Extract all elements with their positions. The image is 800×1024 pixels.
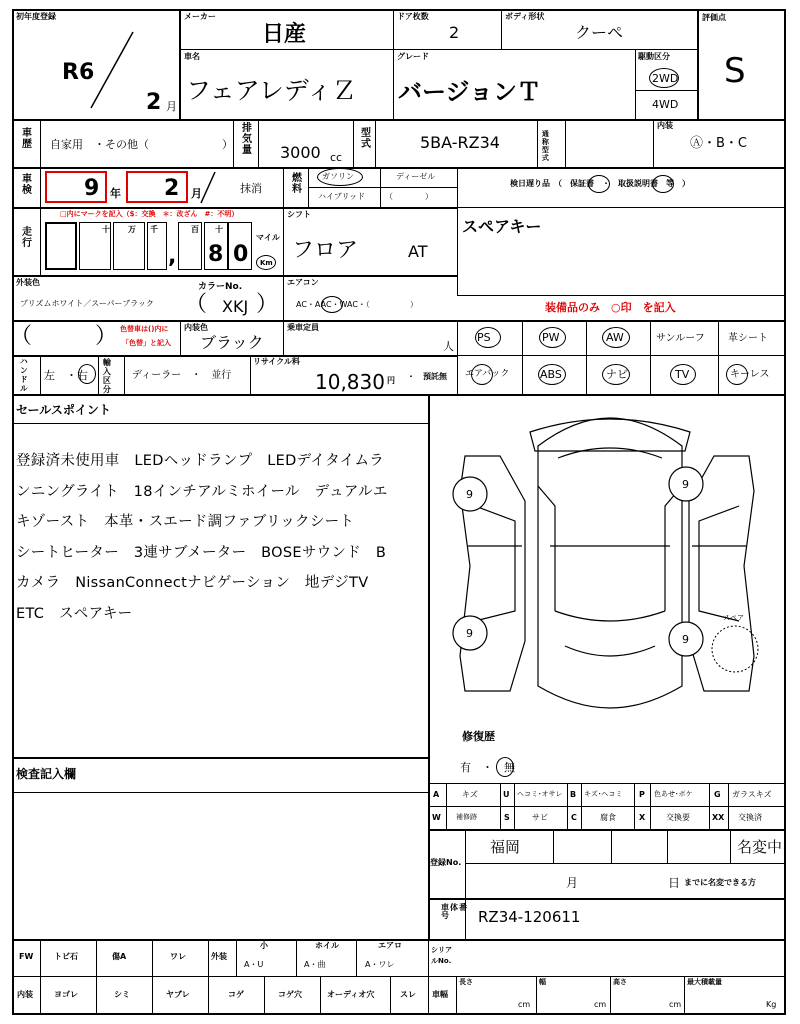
grade-score-value: S	[724, 51, 746, 91]
recycle-label: リサイクル料	[253, 357, 300, 366]
sales-line: キゾースト 本革・スエード調ファブリックシート	[16, 514, 355, 530]
first-reg-month-unit: 月	[166, 100, 177, 113]
maker-value: 日産	[262, 22, 307, 47]
mileage-digit-1: 8	[208, 242, 224, 267]
inspection-notes-label: 検査記入欄	[16, 767, 77, 781]
fuel-gasoline: ガソリン	[322, 172, 354, 181]
dims-length-cm: cm	[518, 1000, 531, 1009]
registration-deadline: までに名変できる方	[684, 878, 756, 887]
drive-4wd: 4WD	[652, 98, 679, 111]
tire-rr: 9	[682, 633, 689, 646]
int-item-stain: シミ	[114, 990, 130, 999]
capacity-unit: 人	[443, 340, 454, 353]
sales-text	[16, 446, 426, 629]
inspection-year-unit: 年	[110, 187, 121, 200]
repair-label: 修復歴	[462, 730, 495, 743]
color-change-note-2: 「色替」と記入	[122, 339, 171, 347]
dims-kg: Kg	[766, 1000, 777, 1009]
fuel-gasoline-circle	[317, 168, 363, 186]
mileage-note: □内にマークを記入（$：交換 ＊：改ざん #：不明）	[60, 210, 239, 218]
common-type-label: 通称型式	[541, 130, 550, 162]
ac-label: エアコン	[287, 278, 319, 287]
mileage-unit-10: 十	[102, 225, 110, 234]
int-item-tear: ヤブレ	[166, 990, 190, 999]
doors-label: ドア枚数	[397, 12, 429, 21]
repair-options: 有 ・ 無	[460, 761, 515, 774]
fw-label: FW	[19, 952, 34, 961]
inspection-cancel: 抹消	[240, 182, 262, 195]
drive-2wd: 2WD	[652, 72, 679, 85]
mileage-km-circle	[256, 255, 276, 270]
mileage-unit-10000: 万	[128, 225, 136, 234]
equip-abs: ABS	[522, 355, 586, 394]
reg-slash	[85, 30, 145, 110]
mileage-unit-10b: 十	[215, 225, 223, 234]
chassis-value: RZ34-120611	[478, 908, 581, 926]
tire-fr: 9	[682, 478, 689, 491]
equip-keyless: キーレス	[718, 355, 786, 394]
dims-length-label: 長さ	[459, 978, 473, 986]
color-change-note-1: 色替車は()内に	[120, 325, 169, 333]
equip-ps: PS	[457, 320, 522, 355]
displacement-cc: cc	[330, 151, 343, 164]
fw-small-label: 小	[260, 941, 268, 950]
mileage-digit-2: 0	[233, 242, 249, 267]
model-value: フェアレディＺ	[186, 76, 357, 105]
fuel-paren: （ ）	[385, 192, 433, 201]
sales-line: 登録済未使用車 LEDヘッドランプ LEDデイタイムラ	[16, 453, 385, 469]
fuel-hybrid: ハイブリッド	[318, 192, 366, 201]
registration-month-unit: 月	[566, 876, 579, 890]
fw-small-opts: A・U	[244, 960, 264, 969]
sales-line: ンニングライト 18インチアルミホイール デュアルエ	[16, 483, 388, 500]
inspection-month-unit: 月	[191, 187, 202, 200]
int-damage-label: 内装	[17, 990, 33, 999]
color-no-open: （	[185, 292, 208, 317]
dims-max-load-label: 最大積載量	[687, 978, 722, 986]
history-close: ）	[222, 138, 233, 151]
import-options: ディーラー ・ 並行	[132, 370, 232, 381]
mileage-unit-1000: 千	[150, 225, 158, 234]
handle-options: 左 ・右	[44, 369, 88, 382]
serial-label: シリアルNo.	[431, 946, 452, 965]
fuel-diesel: ディーゼル	[396, 172, 436, 181]
dims-width-cm: cm	[594, 1000, 607, 1009]
dims-width-label: 幅	[539, 978, 546, 986]
displacement-label: 排気量	[239, 122, 251, 155]
color-no-close: ）	[256, 292, 279, 317]
sales-label: セールスポイント	[16, 403, 111, 417]
color-change-open: （	[10, 324, 33, 349]
color-no-value: XKJ	[222, 297, 249, 316]
equip-pw: PW	[522, 320, 586, 355]
inspection-month: 2	[164, 176, 180, 201]
inspection-slash	[198, 170, 218, 205]
fw-wheel-label: ホイル	[315, 941, 339, 950]
int-item-burn: コゲ	[228, 990, 244, 999]
tire-fl: 9	[466, 488, 473, 501]
int-item-burn-hole: コゲ穴	[278, 990, 302, 999]
handle-label: ハンドル	[19, 357, 29, 393]
damage-legend: A キズ U ヘコミ･オサレ B キズ･ヘコミ P 色あせ･ボケ G ガラスキズ W 補修跡 S サビ C 腐食 X 交換要 XX 交換済	[428, 783, 786, 829]
fw-item-scratch: 傷A	[112, 952, 127, 961]
sales-line: ETC スペアキー	[16, 605, 133, 622]
import-label: 輸入区分	[102, 358, 112, 394]
fw-item-stone: トビ石	[54, 952, 78, 961]
capacity-label: 乗車定員	[287, 323, 319, 332]
interior-options: Ⓐ・B・C	[690, 136, 747, 151]
int-item-wear: スレ	[400, 990, 416, 999]
type-label: 型式	[358, 127, 370, 149]
first-reg-label: 初年度登録	[16, 12, 56, 21]
doors-value: 2	[449, 23, 460, 42]
recycle-yen: 円	[387, 376, 395, 385]
maker-label: メーカー	[184, 12, 216, 21]
shift-label: シフト	[287, 210, 311, 219]
history-label: 車歴	[19, 127, 31, 149]
fw-item-crack: ワレ	[170, 952, 186, 961]
displacement-value: 3000	[280, 143, 321, 162]
equip-leather: 革シート	[728, 333, 768, 344]
grade-value: バージョンＴ	[398, 78, 542, 106]
transmission-value: AT	[408, 242, 428, 261]
inspection-year: 9	[84, 176, 100, 201]
car-diagram	[430, 396, 784, 716]
drive-label: 駆動区分	[638, 52, 670, 61]
fuel-label: 燃料	[289, 172, 301, 194]
equip-navi: ナビ	[586, 355, 650, 394]
recycle-value: 10,830	[315, 370, 385, 394]
mileage-label: 走行	[19, 226, 31, 248]
recycle-deposit: ・ 預託無	[407, 372, 447, 381]
body-value: クーペ	[575, 23, 624, 42]
notes-spare-key: スペアキー	[462, 217, 542, 236]
documents-guarantee-circle	[588, 175, 610, 193]
dims-height-cm: cm	[669, 1000, 682, 1009]
tire-rl: 9	[466, 627, 473, 640]
equipment-title: 装備品のみ ○印 を記入	[545, 301, 676, 314]
mileage-mile-label: マイル	[256, 233, 280, 242]
equip-airbag: エアバック	[457, 355, 522, 394]
grade-label: グレード	[397, 52, 429, 61]
interior-label: 内装	[657, 121, 673, 130]
registration-name-change: 名変中	[737, 838, 783, 856]
equip-sunroof: サンルーフ	[656, 333, 705, 344]
ext-color-label: 外装色	[16, 278, 40, 287]
ac-options: AC・AAC・WAC・（ ）	[296, 300, 418, 309]
sales-line: シートヒーター 3連サブメーター BOSEサウンド B	[16, 544, 387, 561]
body-label: ボディ形状	[505, 12, 545, 21]
registration-place: 福岡	[490, 838, 521, 856]
first-reg-month: 2	[146, 90, 162, 115]
registration-label: 登録No.	[430, 858, 462, 867]
tire-marks	[453, 467, 758, 672]
color-change-close: ）	[95, 324, 118, 349]
inspection-label: 車検	[19, 173, 31, 195]
mileage-km: Km	[260, 259, 273, 267]
fw-aero-label: エアロ	[378, 941, 402, 950]
dims-label: 車幅	[432, 990, 448, 999]
equip-tv: TV	[650, 355, 718, 394]
ac-aac-circle	[321, 296, 343, 313]
fw-wheel-opts: A・曲	[304, 960, 326, 969]
handle-right-circle	[78, 364, 96, 384]
mileage-unit-100: 百	[191, 225, 199, 234]
int-color-value: ブラック	[200, 333, 264, 352]
fw-aero-opts: A・ワレ	[365, 960, 395, 969]
color-no-label: カラーNo.	[198, 282, 243, 292]
int-item-dirt: ヨゴレ	[54, 990, 78, 999]
model-label: 車名	[184, 52, 200, 61]
history-text: 自家用 ・その他（	[50, 138, 149, 151]
fw-ext-label: 外装	[211, 952, 227, 961]
chassis-label: 車体番号	[441, 903, 468, 921]
sales-line: カメラ NissanConnectナビゲーション 地デジTV	[16, 575, 369, 591]
equip-aw: AW	[586, 320, 650, 355]
mileage-box-1	[45, 222, 77, 270]
dims-height-label: 高さ	[613, 978, 627, 986]
spare-label: スペア	[723, 614, 744, 622]
documents-manual-circle	[652, 175, 674, 193]
mileage-comma: ,	[168, 244, 177, 269]
drive-2wd-circle	[649, 68, 679, 88]
documents-line: 検日遅り品 （ 保証書 ・ 取扱説明書 等 ）	[510, 179, 690, 188]
shift-value: フロア	[292, 238, 359, 263]
grade-score-label: 評価点	[702, 13, 726, 22]
int-item-audio-hole: オーディオ穴	[327, 990, 375, 999]
registration-day-unit: 日	[668, 876, 681, 890]
type-value: 5BA-RZ34	[420, 133, 500, 152]
repair-none-circle	[496, 757, 514, 777]
first-reg-era: R6	[62, 60, 95, 85]
int-color-label: 内装色	[184, 323, 208, 332]
ext-color-value: プリズムホワイト／スーパーブラック	[20, 299, 154, 308]
